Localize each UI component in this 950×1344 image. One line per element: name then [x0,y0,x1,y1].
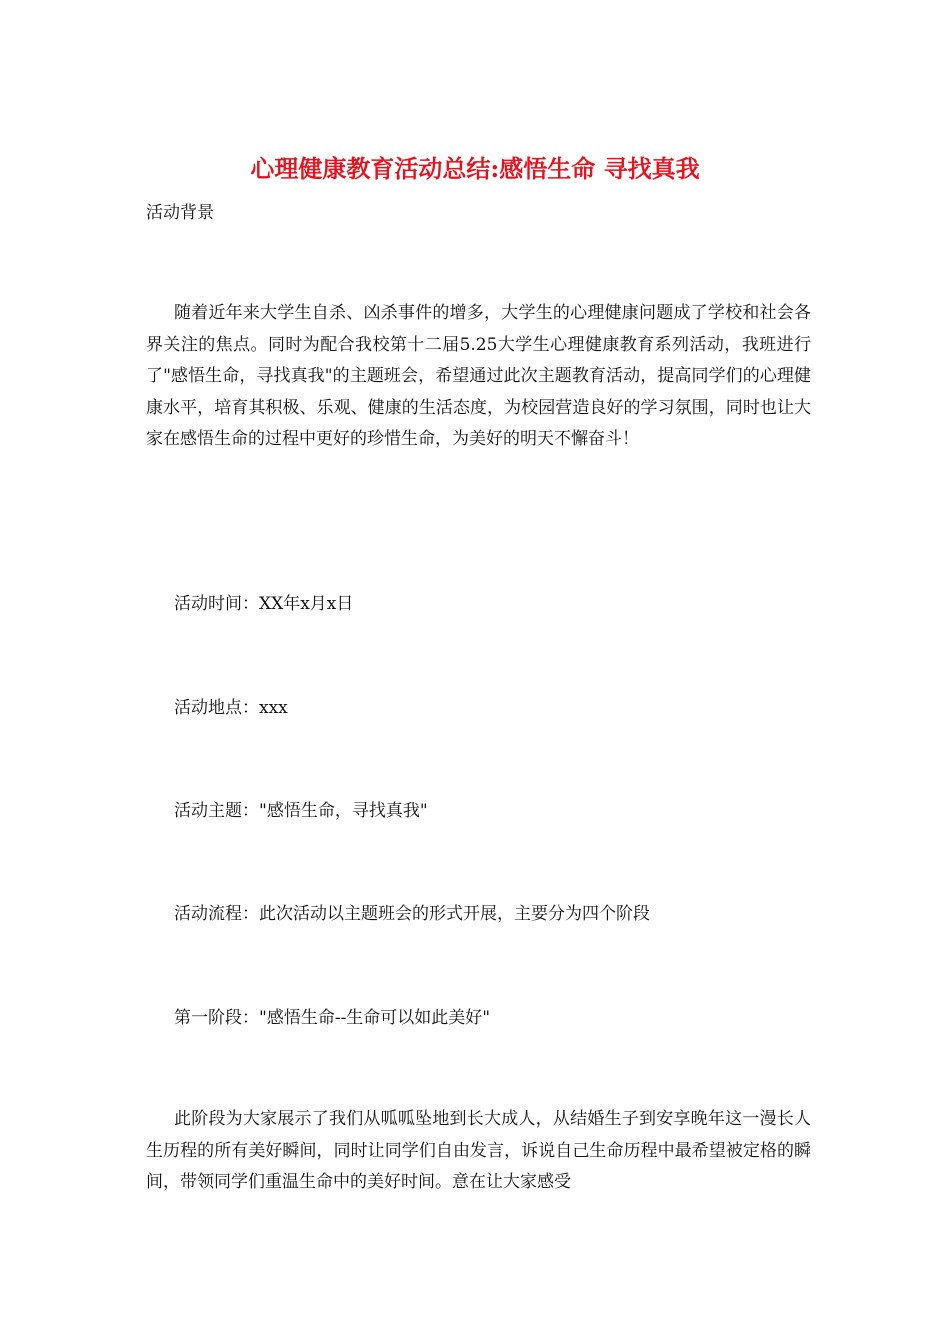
activity-theme: 活动主题："感悟生命，寻找真我" [174,801,428,821]
activity-location: 活动地点：xxx [174,698,288,718]
intro-paragraph: 随着近年来大学生自杀、凶杀事件的增多，大学生的心理健康问题成了学校和社会各界关注的焦点。同时为配合我校第十二届5.25大学生心理健康教育系列活动，我班进行了"感悟生命，寻找真我"的主题班会，希望通过此次主题教育活动，提高同学们的心理健康水平，培育其积极、乐观、健康的生活态度，为校园营造良好的学习氛围，同时也让大家在感悟生命的过程中更好的珍惜生命，为美好的明天不懈奋斗！ [146,303,811,449]
section-label-background: 活动背景 [146,203,214,223]
document-title: 心理健康教育活动总结:感悟生命 寻找真我 [250,154,700,183]
stage-one-heading: 第一阶段："感悟生命--生命可以如此美好" [174,1008,491,1028]
activity-process: 活动流程：此次活动以主题班会的形式开展，主要分为四个阶段 [174,904,650,924]
stage-one-paragraph: 此阶段为大家展示了我们从呱呱坠地到长大成人，从结婚生子到安享晚年这一漫长人生历程的所有美好瞬间，同时让同学们自由发言，诉说自己生命历程中最希望被定格的瞬间，带领同学们重温生命中的美好时间。意在让大家感受 [146,1109,811,1192]
activity-time: 活动时间：XX年x月x日 [174,594,354,614]
